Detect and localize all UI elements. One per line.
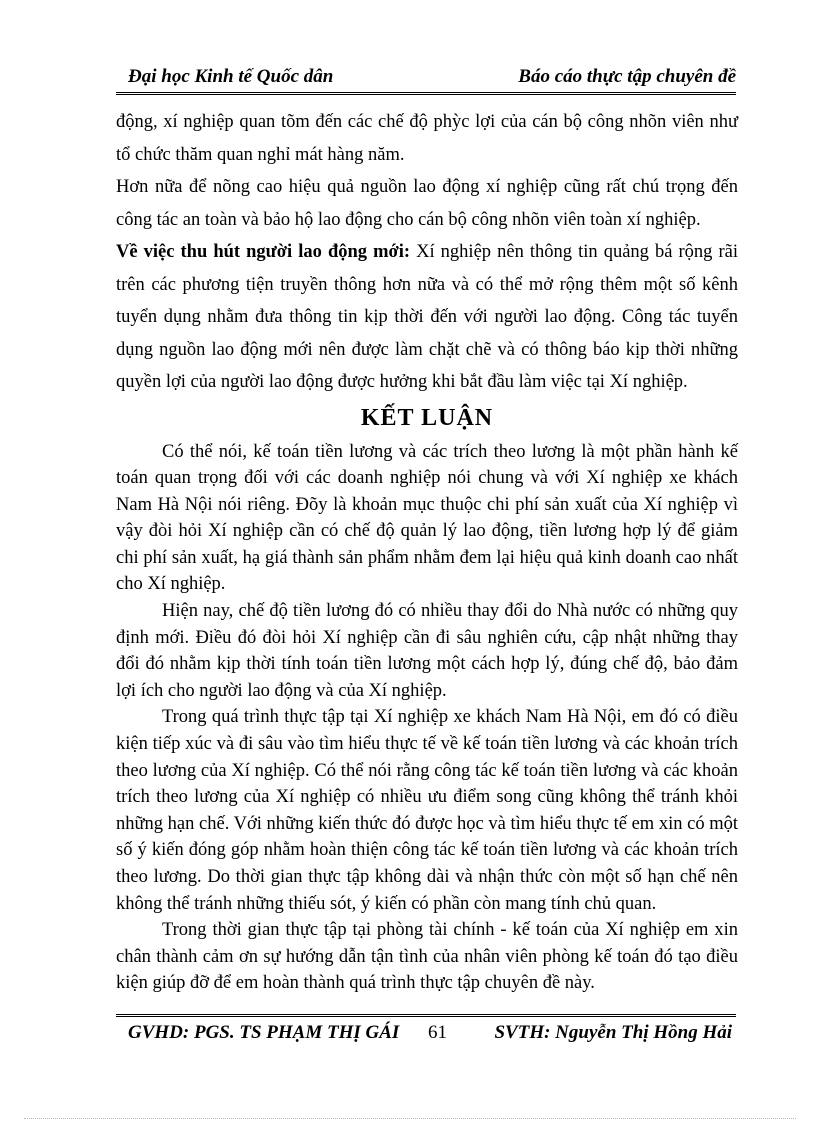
conclusion-title: KẾT LUẬN bbox=[360, 404, 494, 431]
conclusion-paragraph-4: Trong thời gian thực tập tại phòng tài chính - kế toán của Xí nghiệp em xin chân thành cảm ơn sự hướng dẫn tận tình của nhân viên phòng kế toán đó tạo điều kiện giúp đỡ để em hoàn thành quá trình thực tập chuyên đề này. bbox=[116, 920, 738, 994]
page-header bbox=[116, 62, 736, 95]
intro-paragraph-1: động, xí nghiệp quan tõm đến các chế độ phỳc lợi của cán bộ công nhõn viên như tổ chức thăm quan nghỉ mát hàng năm. bbox=[116, 112, 738, 165]
document-body bbox=[116, 106, 738, 997]
page-footer bbox=[116, 1014, 736, 1047]
recruitment-heading: Về việc thu hút người lao động mới: bbox=[116, 242, 411, 262]
conclusion-paragraph-1: Có thể nói, kế toán tiền lương và các trích theo lương là một phần hành kế toán quan trọng đối với các doanh nghiệp nói chung và với Xí nghiệp xe khách Nam Hà Nội nói riêng. Đõy là khoản mục thuộc chi phí sản xuất của Xí nghiệp vì vậy đòi hỏi Xí nghiệp cần có chế độ quản lý lao động, tiền lương hợp lý để giảm chi phí sản xuất, hạ giá thành sản phẩm nhằm đem lại hiệu quả kinh doanh cao nhất cho Xí nghiệp. bbox=[116, 441, 738, 595]
page-bottom-divider bbox=[24, 1118, 796, 1119]
conclusion-paragraph-2: Hiện nay, chế độ tiền lương đó có nhiều thay đổi do Nhà nước có những quy định mới. Điều đó đòi hỏi Xí nghiệp cần đi sâu nghiên cứu, cập nhật những thay đổi đó nhằm kịp thời tính toán tiền lương một cách hợp lý, đúng chế độ, bảo đảm lợi ích cho người lao động và của Xí nghiệp. bbox=[116, 601, 738, 701]
footer-supervisor: GVHD: PGS. TS PHẠM THỊ GÁI bbox=[128, 1022, 400, 1043]
conclusion-paragraph-3: Trong quá trình thực tập tại Xí nghiệp xe khách Nam Hà Nội, em đó có điều kiện tiếp xúc và đi sâu vào tìm hiểu thực tế về kế toán tiền lương và các khoản trích theo lương của Xí nghiệp. Có thể nói rằng công tác kế toán tiền lương và các khoản trích theo lương của Xí nghiệp có nhiều ưu điểm song cũng không thể tránh khỏi những hạn chế. Với những kiến thức đó được học và tìm hiểu thực tế em xin có một số ý kiến đóng góp nhằm hoàn thiện công tác kế toán tiền lương và các khoản trích theo lương. Do thời gian thực tập không dài và nhận thức còn một số hạn chế nên không thể tránh những thiếu sót, ý kiến có phần còn mang tính chủ quan. bbox=[116, 707, 738, 914]
header-report-title: Báo cáo thực tập chuyên đề bbox=[518, 66, 736, 87]
intro-paragraph-2: Hơn nữa để nõng cao hiệu quả nguồn lao động xí nghiệp cũng rất chú trọng đến công tác an toàn và bảo hộ lao động cho cán bộ công nhõn viên toàn xí nghiệp. bbox=[116, 177, 738, 230]
header-university: Đại học Kinh tế Quốc dân bbox=[128, 66, 334, 87]
footer-student: SVTH: Nguyễn Thị Hồng Hải bbox=[494, 1022, 732, 1043]
recruitment-text: Xí nghiệp nên thông tin quảng bá rộng rãi trên các phương tiện truyền thông hơn nữa và có thể mở rộng thêm một số kênh tuyển dụng nhằm đưa thông tin kịp thời đến với người lao động. Công tác tuyển dụng nguồn lao động mới nên được làm chặt chẽ và có thông báo kịp thời những quyền lợi của người lao động được hưởng khi bắt đầu làm việc tại Xí nghiệp. bbox=[116, 242, 738, 392]
intro-paragraph-3 bbox=[116, 236, 738, 399]
page-number: 61 bbox=[428, 1022, 447, 1043]
